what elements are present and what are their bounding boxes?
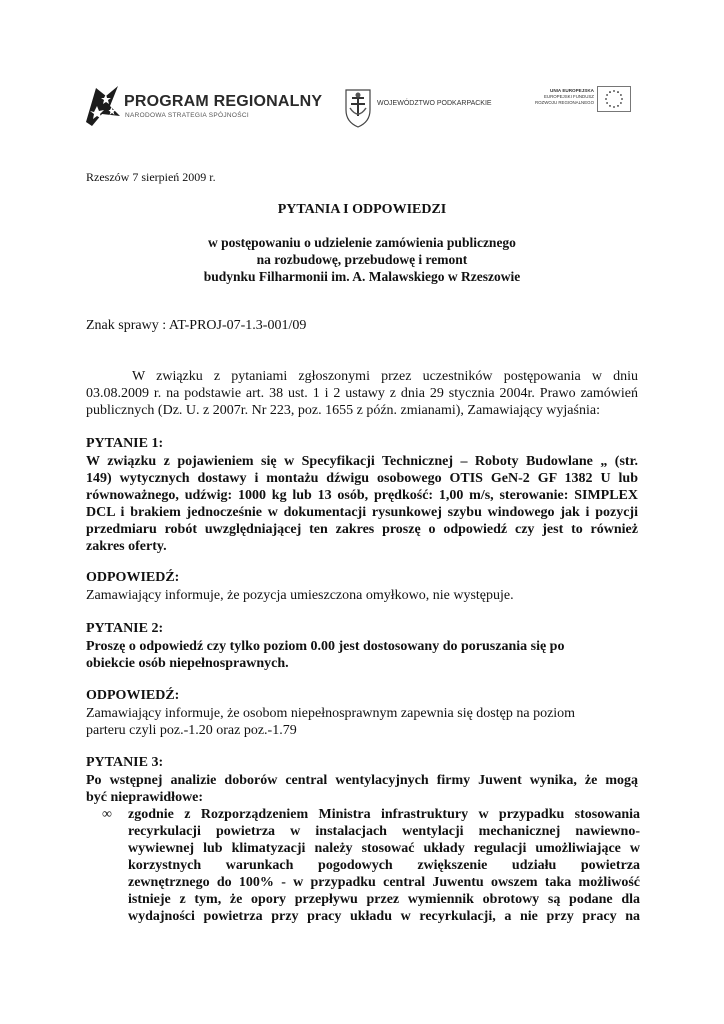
document-title: PYTANIA I ODPOWIEDZI (277, 202, 447, 217)
eu-star-icon (606, 102, 608, 104)
program-subtitle: NARODOWA STRATEGIA SPÓJNOŚCI (125, 112, 249, 119)
bullet-line: zewnętrznego do 100% - w przypadku central Juwentu owszem taka możliwość (128, 875, 640, 890)
question-line: 149) wytycznych dostawy i montażu dźwigu osobowego OTIS GeN-2 GF 1382 U lub (86, 471, 638, 486)
question-2-text (86, 638, 638, 672)
voivodeship-name: WOJEWÓDZTWO PODKARPACKIE (377, 100, 492, 107)
question-1-label: PYTANIE 1: (86, 436, 164, 451)
question-line: przedmiaru robót uwzględniającej ten zakres proszę o odpowiedź czy jest to również (86, 522, 638, 537)
eu-star-icon (620, 94, 622, 96)
program-star-icon (80, 82, 124, 128)
case-reference: Znak sprawy : AT-PROJ-07-1.3-001/09 (86, 318, 307, 333)
bullet-line: wydajności powietrza przy pracy układu w recyrkulacji, a nie przy pracy na (128, 909, 640, 924)
subject-line: budynku Filharmonii im. A. Malawskiego w Rzeszowie (203, 269, 521, 284)
eu-star-icon (609, 105, 611, 107)
intro-line: publicznych (Dz. U. z 2007r. Nr 223, poz. 1655 z późn. zmianami), Zamawiający wyjaśnia: (86, 403, 600, 418)
intro-line: W związku z pytaniami zgłoszonymi przez uczestników postępowania w dniu (132, 369, 638, 384)
eu-fund-text (518, 88, 594, 106)
eu-star-icon (617, 91, 619, 93)
document-subject (0, 234, 724, 285)
coat-of-arms-icon (343, 86, 373, 128)
eu-line-3: ROZWOJU REGIONALNEGO (534, 100, 594, 105)
answer-2-text (86, 705, 638, 739)
bullet-line: zgodnie z Rozporządzeniem Ministra infrastruktury w przypadku stosowania (128, 807, 640, 822)
answer-1-text: Zamawiający informuje, że pozycja umieszczona omyłkowo, nie występuje. (86, 588, 514, 603)
answer-line: Zamawiający informuje, że osobom niepełnosprawnym zapewnia się dostęp na poziom (86, 706, 576, 721)
question-1-text (86, 453, 638, 555)
question-3-label: PYTANIE 3: (86, 755, 164, 770)
bullet-text (128, 806, 640, 925)
intro-paragraph (86, 368, 638, 419)
bullet-line: korzystnych warunkach pogodowych zwiększenie udziału powietrza (128, 858, 640, 873)
question-line: Po wstępnej analizie doborów central wentylacyjnych firmy Juwent wynika, że mogą (86, 773, 638, 788)
eu-star-icon (609, 91, 611, 93)
question-2-label: PYTANIE 2: (86, 621, 164, 636)
eu-star-icon (613, 90, 615, 92)
intro-line: 03.08.2009 r. na podstawie art. 38 ust. 1 i 2 ustawy z dnia 29 stycznia 2004r. Prawo zamówień (86, 386, 638, 401)
eu-logo (518, 86, 633, 118)
program-title: PROGRAM REGIONALNY (124, 93, 323, 110)
eu-star-icon (605, 98, 607, 100)
question-line: zakres oferty. (86, 539, 167, 554)
bullet-icon: ∞ (102, 807, 112, 822)
eu-star-icon (620, 102, 622, 104)
question-line: obiekcie osób niepełnosprawnych. (86, 656, 289, 671)
program-regionalny-logo (80, 82, 323, 128)
bullet-line: recyrkulacji powietrza w instalacjach wentylacji mechanicznej nawiewno- (128, 824, 640, 839)
eu-star-icon (621, 98, 623, 100)
eu-star-icon (606, 94, 608, 96)
eu-flag-icon (597, 86, 631, 112)
answer-2-label: ODPOWIEDŹ: (86, 688, 180, 703)
voivodeship-logo (343, 86, 503, 128)
question-line: być nieprawidłowe: (86, 790, 204, 805)
eu-line-2: EUROPEJSKI FUNDUSZ (543, 94, 594, 99)
bullet-line: istnieje z tym, że opory przepływu przez wymiennik obrotowy są podane dla (128, 892, 640, 907)
question-line: W związku z pojawieniem się w Specyfikacji Technicznej – Roboty Budowlane „ (str. (86, 454, 638, 469)
question-3-text (86, 772, 638, 806)
eu-star-icon (617, 105, 619, 107)
question-line: równoważnego, udźwig: 1000 kg lub 13 osób, prędkość: 1,00 m/s, sterowanie: SIMPLEX (86, 488, 638, 503)
answer-line: parteru czyli poz.-1.20 oraz poz.-1.79 (86, 723, 297, 738)
subject-line: na rozbudowę, przebudowę i remont (256, 252, 468, 267)
eu-line-1: UNIA EUROPEJSKA (550, 88, 594, 93)
question-line: DCL i brakiem jednocześnie w dokumentacji rysunkowej szybu windowego jak i pozycji (86, 505, 638, 520)
question-line: Proszę o odpowiedź czy tylko poziom 0.00 jest dostosowany do poruszania się po (86, 639, 565, 654)
subject-line: w postępowaniu o udzielenie zamówienia publicznego (208, 235, 516, 250)
eu-star-icon (613, 106, 615, 108)
bullet-line: wywiewnej lub klimatyzacji należy stosować układy regulacji umożliwiające w (128, 841, 640, 856)
answer-1-label: ODPOWIEDŹ: (86, 570, 180, 585)
document-date: Rzeszów 7 sierpień 2009 r. (86, 170, 216, 184)
